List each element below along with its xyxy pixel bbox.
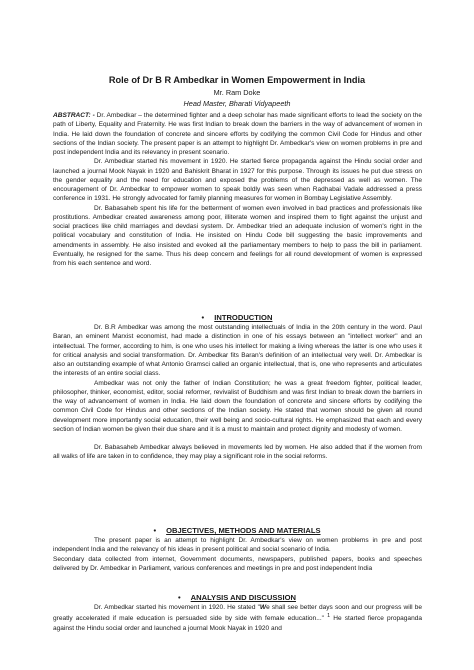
introduction-paragraph-2: Ambedkar was not only the father of Indian Constitution; he was a great freedom fighter, political leader, philosopher, thinker, economist, editor, social reformer, revivalist of Buddhism and was first Indian to break down the barriers in the way of advancement of women in India. He laid down the foundation of concrete and sincere efforts by codifying the common Civil Code for Hindus and other sections of the Indian society. He stated that women should be given all round development more importantly social education, their well being and socio-cultural rights. He emphasized that each and every section of Indian women be given their due share and it is a must to maintain and protect dignity and modesty of women. (53, 379, 422, 433)
analysis-text-a: Dr. Ambedkar started his movement in 1920. He stated " (94, 604, 260, 611)
paper-title: Role of Dr B R Ambedkar in Women Empowerment in India (108, 75, 366, 85)
analysis-text-emphasis: W (259, 604, 267, 611)
objectives-heading-text: OBJECTIVES, METHODS AND MATERIALS (166, 526, 321, 535)
heading-bullet: • (177, 593, 181, 602)
footnote-marker: 1 (327, 613, 331, 620)
introduction-heading (0, 313, 474, 322)
introduction-paragraph-3: Dr. Babasaheb Ambedkar always believed in movements led by women. He also added that if the women from all walks of life are taken in to confidence, they may play a significant role in the social reforms. (53, 444, 422, 461)
introduction-heading-text: INTRODUCTION (214, 313, 273, 322)
analysis-block (53, 603, 422, 633)
abstract-block (53, 111, 422, 268)
introduction-paragraph-1: Dr. B.R Ambedkar was among the most outstanding intellectuals of India in the 20th century in the word. Paul Baran, an eminent Marxist economist, had made a distinction in one of his essays between an "intellect worker" and an intellectual. The former, according to him, is one who uses his intellect for making a living whereas the latter is one who uses it for critical analysis and social transformation. Dr. Ambedkar fits Baran's definition of an intellectual very well. Dr. Ambedkar is also an outstanding example of what Antonio Gramsci called an organic intellectual, that is, one who represents and articulates the interests of an entire social class. (53, 324, 422, 378)
objectives-heading (0, 526, 474, 535)
objectives-paragraph-2: Secondary data collected from internet, Government documents, newspapers, published papers, books and speeches delivered by Dr. Ambedkar in Parliament, various conferences and meetings in pre and post independent India (53, 555, 422, 572)
abstract-paragraph-3: Dr. Babasaheb spent his life for the betterment of women even involved in bad practices and professionals like prostitutions. Ambedkar created awareness among poor, illiterate women and inspired them to fight against the unjust and social practices like child marriages and devdasi system. Dr. Ambedkar tried an adequate inclusion of women's right in the political vocabulary and constitution of India. He insisted on Hindu Code bill suggesting the basic improvements and amendments in assembly. He also insisted and evoked all the parliamentary members to help to pass the bill in parliament. Eventually, he resigned for the same. Thus his deep concern and feelings for all round development of women is expressed from his each sentence and word. (53, 204, 422, 267)
abstract-label: ABSTRACT: - (53, 112, 95, 119)
heading-bullet: • (201, 313, 205, 322)
introduction-block (53, 323, 422, 462)
author-name: Mr. Ram Doke (213, 88, 261, 97)
heading-bullet: • (153, 526, 157, 535)
abstract-paragraph (53, 111, 422, 157)
abstract-text: Dr. Ambedkar – the determined fighter and a deep scholar has made significant efforts to lead the society on the path of Liberty, Equality and Fraternity. He was first Indian to break down the barriers in the way of advancement of women in India. He laid down the foundation of concrete and sincere efforts by codifying the common Civil Code for Hindus and other sections of the Indian society. The present paper is an attempt to highlight Dr. Ambedkar's view on women problems in pre and post independent India and its relevancy in present scenario. (53, 112, 422, 156)
author-affiliation: Head Master, Bharati Vidyapeeth (183, 99, 291, 108)
analysis-heading-text: ANALYSIS AND DISCUSSION (190, 593, 297, 602)
analysis-text-b: e shall see better days soon and our progress will be greatly accelerated if male education is persuaded side by side with female education..." (53, 604, 422, 623)
analysis-paragraph-1 (53, 603, 422, 633)
analysis-text-c: He started fierce propaganda against the Hindu social order and launched a journal Mook Nayak in 1920 and (53, 615, 422, 632)
analysis-heading (0, 593, 474, 602)
abstract-paragraph-2: Dr. Ambedkar started his movement in 1920. He started fierce propaganda against the Hindu social order and launched a journal Mook Nayak in 1920 and Bahiskrit Bharat in 1927 for this purpose. Through its issues he put due stress on the gender equality and the need for education and exposed the problems of the depressed as well as women. The encouragement of Dr. Ambedkar to empower women to speak boldly was seen when Radhabai Vadale addressed a press conference in 1931. He strongly advocated for family planning measures for women in Bombay Legislative Assembly. (53, 158, 422, 203)
objectives-paragraph-1: The present paper is an attempt to highlight Dr. Ambedkar's view on women problems in pre and post independent India and the relevancy of his ideas in present political and social scenario of India. (53, 537, 422, 554)
objectives-block (53, 536, 422, 573)
